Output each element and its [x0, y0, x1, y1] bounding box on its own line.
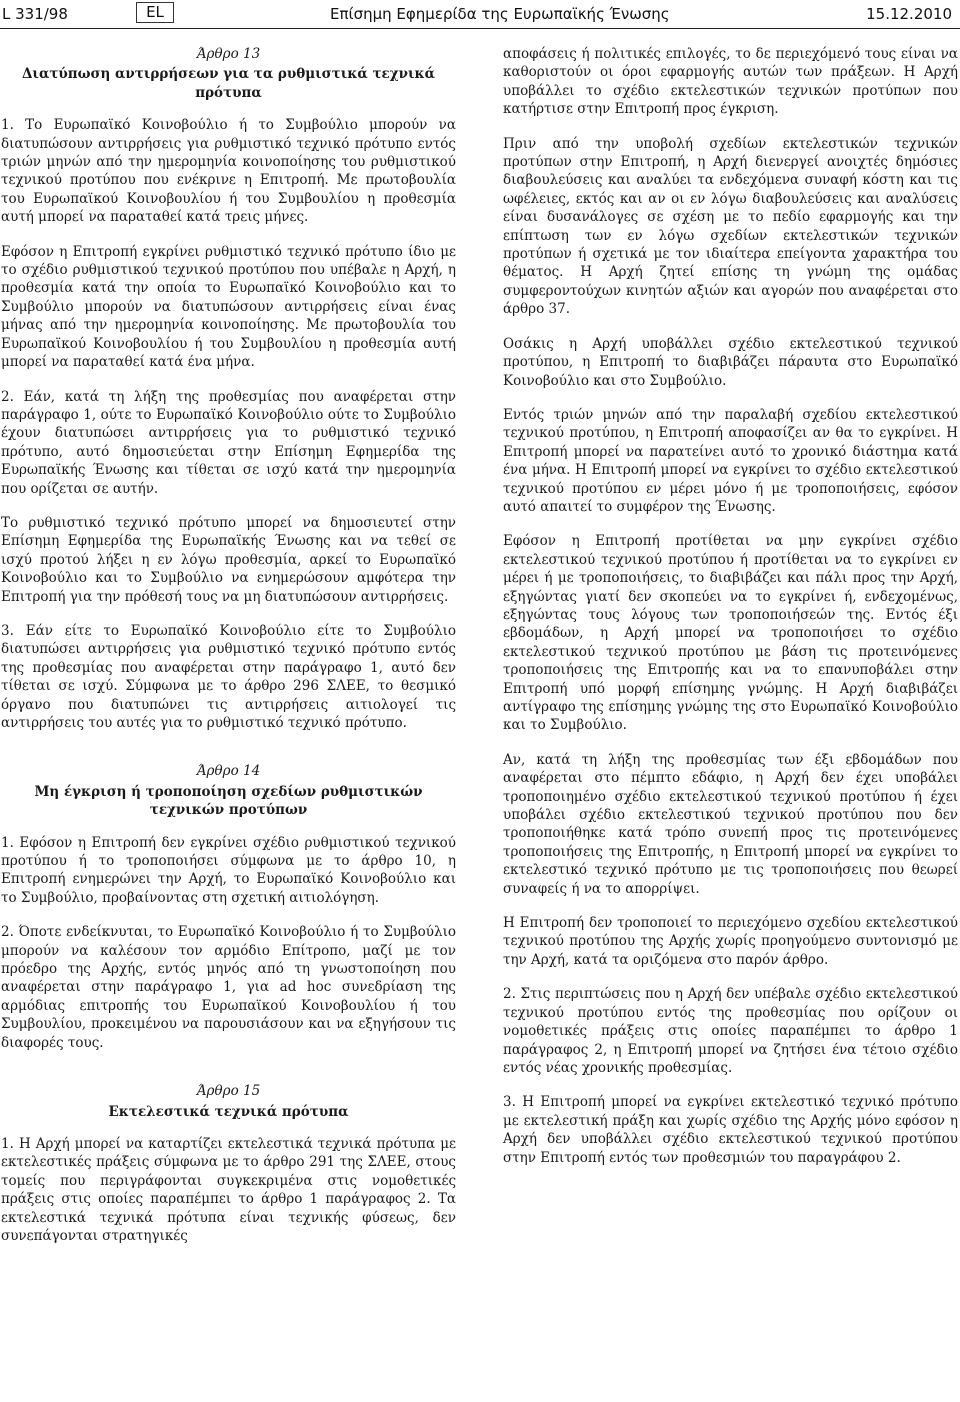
paragraph: Οσάκις η Αρχή υποβάλλει σχέδιο εκτελεστικού τεχνικού προτύπου, η Επιτροπή το διαβιβάζει πάραυτα στο Ευρωπαϊκό Κοινοβούλιο και στο Συμβούλιο. — [503, 335, 958, 389]
paragraph: Η Επιτροπή δεν τροποποιεί το περιεχόμενο σχεδίου εκτελεστικού τεχνικού προτύπου της Αρχής χωρίς προηγούμενο συντονισμό με την Αρχή, κατά τα οριζόμενα στο παρόν άρθρο. — [503, 915, 958, 968]
article-14-title: Μη έγκριση ή τροποποίηση σχεδίων ρυθμιστικών τεχνικών προτύπων — [34, 783, 423, 819]
paragraph: Το ρυθμιστικό τεχνικό πρότυπο μπορεί να δημοσιευτεί στην Επίσημη Εφημερίδα της Ευρωπαϊκής Ένωσης και να τεθεί σε ισχύ προτού λήξει η εν λόγω προθεσμία, αρκεί το Ευρωπαϊκό Κοινοβούλιο και το Συμβούλιο να ενημερώσουν αμφότερα την Επιτροπή για την πρόθεσή τους να μη διατυπώσουν αντιρρήσεις. — [1, 514, 456, 605]
article-13-number: Άρθρο 13 — [196, 46, 261, 62]
paragraph: 1. Η Αρχή μπορεί να καταρτίζει εκτελεστικά τεχνικά πρότυπα με εκτελεστικές πράξεις σύμφωνα με το άρθρο 291 της ΣΛΕΕ, στους τομείς που περιγράφονται συγκεκριμένα στις νομοθετικές πράξεις στις οποίες παραπέμπει το άρθρο 1 παράγραφος 2. Τα εκτελεστικά τεχνικά πρότυπα είναι τεχνικής φύσεως, δεν συνεπάγονται στρατηγικές — [1, 1135, 456, 1244]
article-15-title: Εκτελεστικά τεχνικά πρότυπα — [108, 1103, 349, 1120]
paragraph: Εντός τριών μηνών από την παραλαβή σχεδίου εκτελεστικού τεχνικού προτύπου, η Επιτροπή αποφασίζει αν θα το εγκρίνει. Η Επιτροπή μπορεί να παρατείνει αυτό το χρονικό διάστημα κατά ένα μήνα. Η Επιτροπή μπορεί να εγκρίνει το σχέδιο εκτελεστικού τεχνικού προτύπου εν μέρει μόνο ή με τροποποιήσεις, εφόσον αυτό απαιτεί το συμφέρον της Ένωσης. — [503, 406, 958, 515]
article-13-title: Διατύπωση αντιρρήσεων για τα ρυθμιστικά τεχνικά πρότυπα — [21, 66, 436, 101]
journal-reference: L 331/98 — [2, 5, 68, 23]
left-column — [1, 45, 456, 1261]
paragraph: Πριν από την υποβολή σχεδίων εκτελεστικών τεχνικών προτύπων στην Επιτροπή, η Αρχή διενεργεί ανοιχτές δημόσιες διαβουλεύσεις και αναλύει τα ενδεχόμενα συναφή κόστη και τις ωφέλειες, εκτός και αν οι εν λόγω διαβουλεύσεις και αναλύσεις είναι δυσανάλογες σε σχέση με το πεδίο εφαρμογής και την επίπτωση των εν λόγω σχεδίων εκτελεστικών τεχνικών προτύπων ή σχετικά με τον ιδιαίτερα επείγοντα χαρακτήρα του θέματος. Η Αρχή ζητεί επίσης τη γνώμη της ομάδας συμφεροντούχων κινητών αξιών και αγορών που αναφέρεται στο άρθρο 37. — [503, 135, 958, 318]
paragraph: Εφόσον η Επιτροπή εγκρίνει ρυθμιστικό τεχνικό πρότυπο ίδιο με το σχέδιο ρυθμιστικού τεχνικού προτύπου που υπέβαλε η Αρχή, η προθεσμία κατά την οποία το Ευρωπαϊκό Κοινοβούλιο και το Συμβούλιο μπορούν να διατυπώσουν αντιρρήσεις είναι ένας μήνας από την ημερομηνία κοινοποίησης. Με πρωτοβουλία του Ευρωπαϊκού Κοινοβουλίου ή του Συμβουλίου η προθεσμία αυτή μπορεί να παραταθεί κατά ένα μήνα. — [1, 243, 456, 371]
paragraph: Αν, κατά τη λήξη της προθεσμίας των έξι εβδομάδων που αναφέρεται στο πέμπτο εδάφιο, η Αρχή δεν έχει υποβάλει τροποποιημένο σχέδιο εκτελεστικού τεχνικού προτύπου ή έχει υποβάλει σχέδιο εκτελεστικού τεχνικού προτύπου που δεν τροποποιήθηκε κατά τρόπο συνεπή προς τις προτεινόμενες τροποποιήσεις της Επιτροπής, η Επιτροπή μπορεί να εγκρίνει το εκτελεστικό τεχνικό πρότυπο με τις τροποποιήσεις που θεωρεί συναφείς ή να το απορρίψει. — [503, 751, 958, 897]
journal-title: Επίσημη Εφημερίδα της Ευρωπαϊκής Ένωσης — [330, 5, 670, 23]
publication-date: 15.12.2010 — [866, 5, 952, 23]
header-rule — [0, 28, 960, 29]
paragraph: αποφάσεις ή πολιτικές επιλογές, το δε περιεχόμενό τους είναι να καθοριστούν οι όροι εφαρμογής αυτών των πράξεων. Η Αρχή υποβάλλει το σχέδιο εκτελεστικών τεχνικών προτύπων που κατήρτισε στην Επιτροπή προς έγκριση. — [503, 46, 958, 118]
language-code: EL — [136, 2, 174, 23]
paragraph: 2. Εάν, κατά τη λήξη της προθεσμίας που αναφέρεται στην παράγραφο 1, ούτε το Ευρωπαϊκό Κοινοβούλιο ούτε το Συμβούλιο έχουν διατυπώσει αντιρρήσεις για το ρυθμιστικό τεχνικό πρότυπο, αυτό δημοσιεύεται στην Επίσημη Εφημερίδα της Ευρωπαϊκής Ένωσης και τίθεται σε ισχύ κατά την ημερομηνία που ορίζεται σε αυτήν. — [1, 388, 456, 497]
article-15-number: Άρθρο 15 — [196, 1083, 261, 1100]
right-column — [503, 45, 958, 1183]
paragraph: 1. Εφόσον η Επιτροπή δεν εγκρίνει σχέδιο ρυθμιστικού τεχνικού προτύπου ή το τροποποιήσει σύμφωνα με το άρθρο 10, η Επιτροπή ενημερώνει την Αρχή, το Ευρωπαϊκό Κοινοβούλιο και το Συμβούλιο, προβαίνοντας στη σχετική αιτιολόγηση. — [1, 834, 456, 906]
paragraph: 3. Εάν είτε το Ευρωπαϊκό Κοινοβούλιο είτε το Συμβούλιο διατυπώσει αντιρρήσεις για ρυθμιστικό τεχνικό πρότυπο εντός της προθεσμίας που αναφέρεται στην παράγραφο 1, αυτό δεν τίθεται σε ισχύ. Σύμφωνα με το άρθρο 296 ΣΛΕΕ, το θεσμικό όργανο που διατυπώνει τις αντιρρήσεις αιτιολογεί τις αντιρρήσεις του αυτές για το ρυθμιστικό τεχνικό πρότυπο. — [1, 622, 456, 731]
paragraph: Εφόσον η Επιτροπή προτίθεται να μην εγκρίνει σχέδιο εκτελεστικού τεχνικού προτύπου ή προτίθεται να το εγκρίνει εν μέρει ή με τροποποιήσεις, το διαβιβάζει και πάλι προς την Αρχή, εξηγώντας γιατί δεν σκοπεύει να το εγκρίνει ή, ενδεχομένως, εξηγώντας τους λόγους των τροποποιήσεών της. Εντός έξι εβδομάδων, η Αρχή μπορεί να τροποποιήσει το σχέδιο εκτελεστικού τεχνικού προτύπου με βάση τις προτεινόμενες τροποποιήσεις της Επιτροπής και να το επανυποβάλει στην Επιτροπή υπό μορφή επίσημης γνώμης. Η Αρχή διαβιβάζει αντίγραφο της επίσημης γνώμης της στο Ευρωπαϊκό Κοινοβούλιο και το Συμβούλιο. — [503, 533, 958, 734]
paragraph: 1. Το Ευρωπαϊκό Κοινοβούλιο ή το Συμβούλιο μπορούν να διατυπώσουν αντιρρήσεις για ρυθμιστικό τεχνικό πρότυπο εντός τριών μηνών από την ημερομηνία κοινοποίησης του ρυθμιστικού τεχνικού προτύπου που ενέκρινε η Επιτροπή. Με πρωτοβουλία του Ευρωπαϊκού Κοινοβουλίου ή του Συμβουλίου η προθεσμία αυτή μπορεί να παραταθεί κατά τρεις μήνες. — [1, 117, 456, 226]
article-14-number: Άρθρο 14 — [196, 763, 261, 780]
paragraph: 2. Στις περιπτώσεις που η Αρχή δεν υπέβαλε σχέδιο εκτελεστικού τεχνικού προτύπου εντός της προθεσμίας που ορίζουν οι νομοθετικές πράξεις στις οποίες παραπέμπει το άρθρο 1 παράγραφος 2, η Επιτροπή μπορεί να ζητήσει ένα τέτοιο σχέδιο εντός νέας χρονικής προθεσμίας. — [503, 986, 958, 1076]
page-header — [0, 0, 960, 34]
paragraph: 2. Όποτε ενδείκνυται, το Ευρωπαϊκό Κοινοβούλιο ή το Συμβούλιο μπορούν να καλέσουν τον αρμόδιο Επίτροπο, μαζί με τον πρόεδρο της Αρχής, εντός μηνός από τη γνωστοποίηση που αναφέρεται στην παράγραφο 1, για ad hoc συνεδρίαση της αρμόδιας επιτροπής του Ευρωπαϊκού Κοινοβουλίου ή του Συμβουλίου, προκειμένου να παρουσιάσουν και να εξηγήσουν τις διαφορές τους. — [1, 924, 456, 1051]
paragraph: 3. Η Επιτροπή μπορεί να εγκρίνει εκτελεστικό τεχνικό πρότυπο με εκτελεστική πράξη και χωρίς σχέδιο της Αρχής μόνο εφόσον η Αρχή δεν υποβάλλει σχέδιο εκτελεστικού τεχνικού προτύπου στην Επιτροπή εντός των προθεσμιών του παραγράφου 2. — [503, 1094, 958, 1166]
